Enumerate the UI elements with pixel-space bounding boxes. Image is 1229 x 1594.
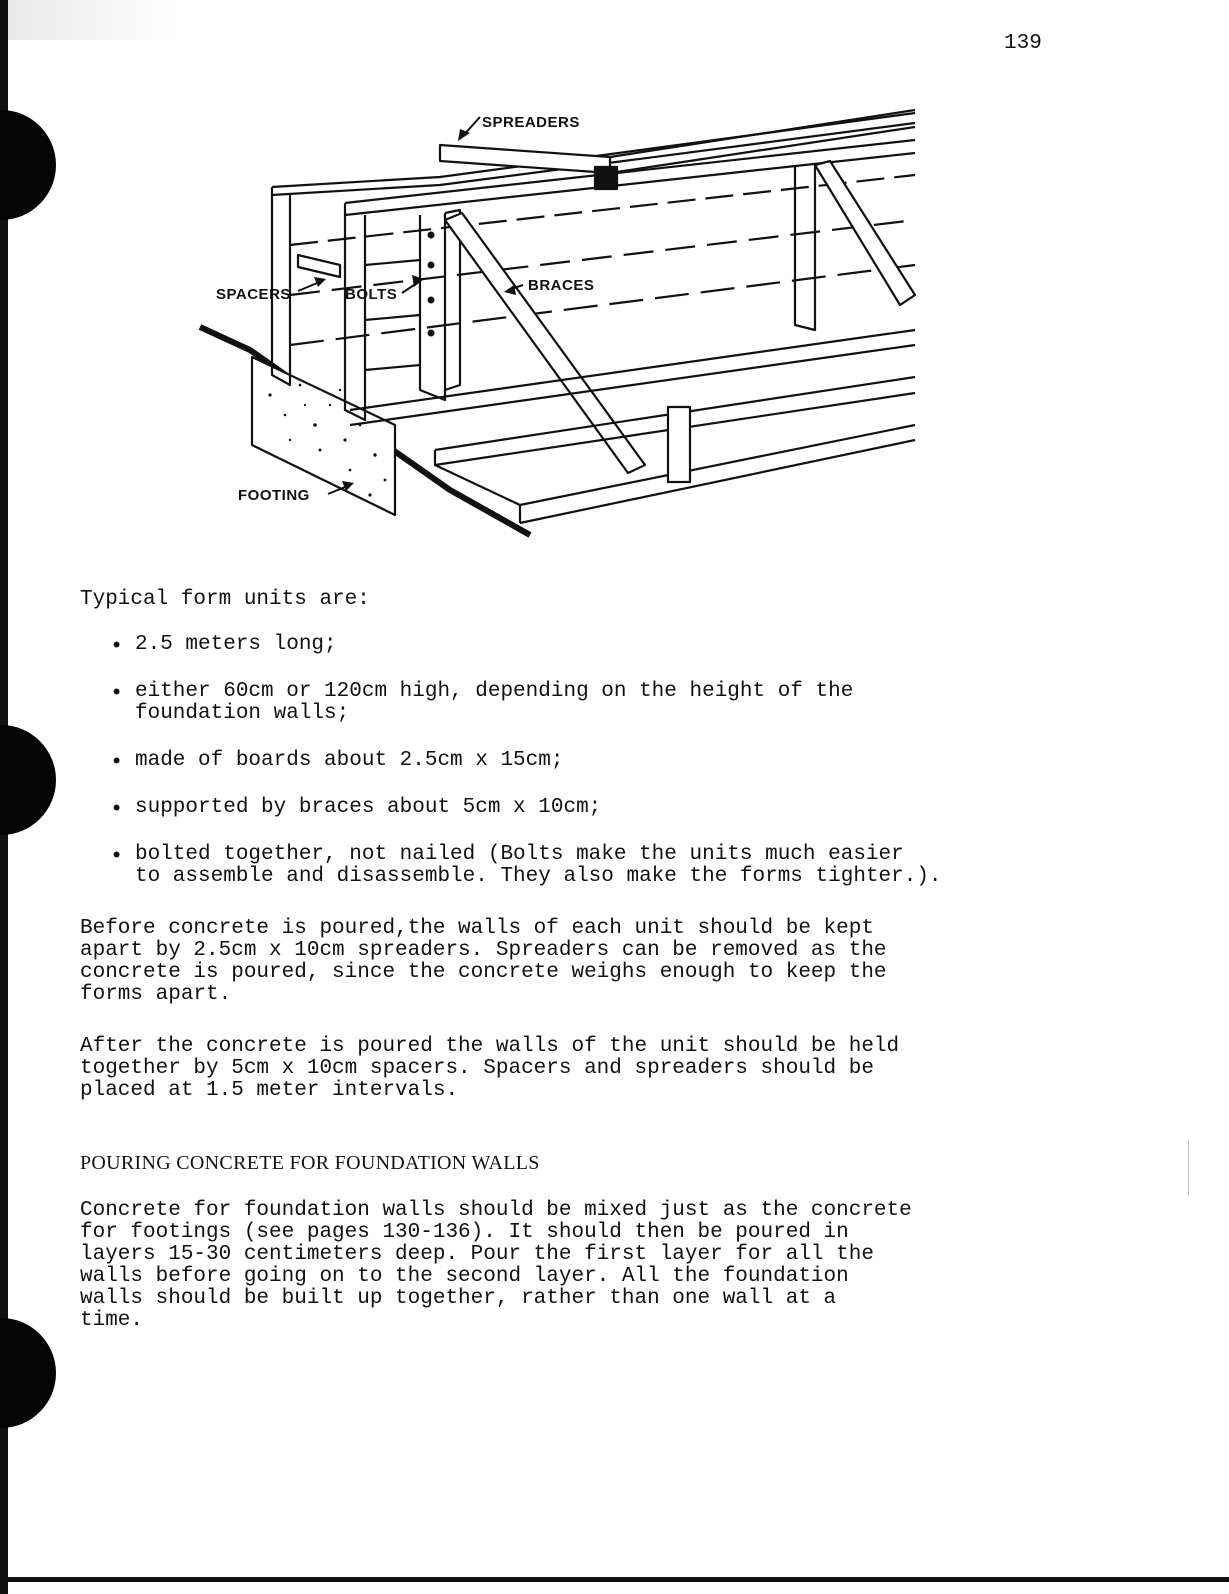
spreader-end xyxy=(595,167,617,189)
label-braces: BRACES xyxy=(528,277,595,294)
brace-far xyxy=(815,161,915,305)
form-unit-illustration xyxy=(190,95,930,555)
page-bottom-border xyxy=(0,1577,1229,1582)
scan-smudge xyxy=(8,0,178,40)
form-unit-drawing xyxy=(190,95,930,555)
list-item: • supported by braces about 5cm x 10cm; xyxy=(110,797,1110,819)
list-item: • 2.5 meters long; xyxy=(110,634,1110,656)
label-footing: FOOTING xyxy=(238,487,310,504)
spacers-paragraph: After the concrete is poured the walls of the unit should be held together by 5cm x 10cm spacers. Spacers and spreaders should be placed at 1.5 meter intervals. xyxy=(80,1035,900,1102)
intro-text: Typical form units are: xyxy=(80,588,370,611)
label-bolts: BOLTS xyxy=(345,286,398,303)
list-item: • bolted together, not nailed (Bolts make the units much easier to assemble and disassemble. They also make the forms tighter.). xyxy=(110,844,1110,888)
section-heading: POURING CONCRETE FOR FOUNDATION WALLS xyxy=(80,1152,540,1174)
spreader-board xyxy=(440,145,610,173)
label-spreaders: SPREADERS xyxy=(482,114,580,131)
list-item: • made of boards about 2.5cm x 15cm; xyxy=(110,750,1110,772)
list-item: • either 60cm or 120cm high, depending on the height of the foundation walls; xyxy=(110,681,1110,725)
spacer-board xyxy=(298,255,340,277)
stake xyxy=(668,407,690,482)
scan-mark xyxy=(1188,1140,1189,1195)
page-number: 139 xyxy=(1004,32,1042,55)
stud-with-bolts xyxy=(420,213,445,400)
label-spacers: SPACERS xyxy=(216,286,291,303)
binder-hole-top xyxy=(0,110,56,220)
spreaders-paragraph: Before concrete is poured,the walls of each unit should be kept apart by 2.5cm x 10cm spreaders. Spreaders can be removed as the concrete is poured, since the concrete weighs enough to keep the forms apart. xyxy=(80,917,887,1006)
pouring-paragraph: Concrete for foundation walls should be mixed just as the concrete for footings (see pages 130-136). It should then be poured in layers 15-30 centimeters deep. Pour the first layer for all the walls before going on to the second layer. All the foundation walls should be built up together, rather than one wall at a time. xyxy=(80,1199,912,1332)
binder-hole-bottom xyxy=(0,1318,56,1428)
form-unit-list xyxy=(110,634,1110,913)
binder-hole-middle xyxy=(0,725,56,835)
